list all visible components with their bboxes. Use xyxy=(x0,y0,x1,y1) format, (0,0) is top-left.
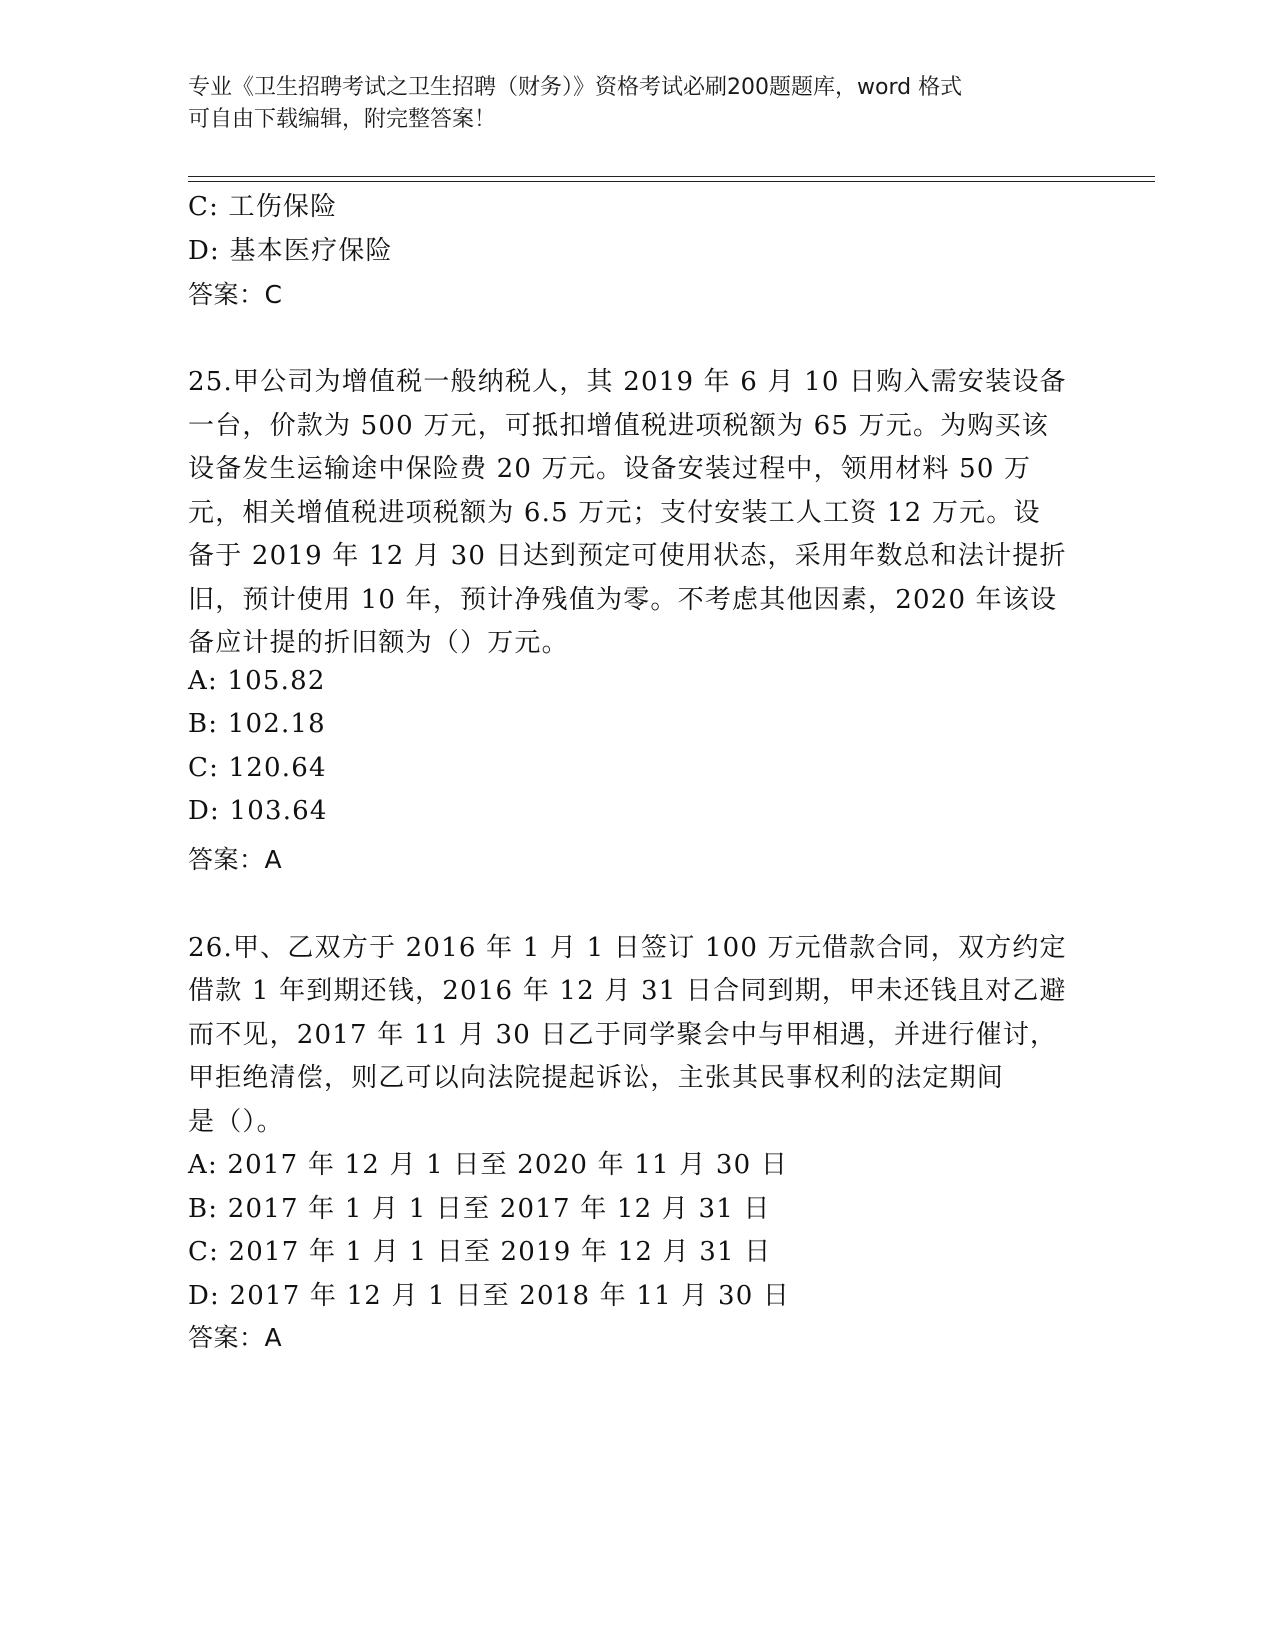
answer-line: 答案：C xyxy=(188,280,283,309)
option-c: C: 工伤保险 xyxy=(188,192,338,222)
question-25-option-b: B: 102.18 xyxy=(188,709,326,739)
question-26-option-c: C: 2017 年 1 月 1 日至 2019 年 12 月 31 日 xyxy=(188,1237,772,1267)
header-line-1: 专业《卫生招聘考试之卫生招聘（财务）》资格考试必刷200题题库，word 格式 xyxy=(188,75,963,100)
header-line-2: 可自由下载编辑，附完整答案！ xyxy=(188,107,497,132)
header-divider-top xyxy=(188,176,1155,177)
question-26-answer: 答案：A xyxy=(188,1323,283,1352)
question-26-option-a: A: 2017 年 12 月 1 日至 2020 年 11 月 30 日 xyxy=(188,1150,789,1180)
question-26-option-b: B: 2017 年 1 月 1 日至 2017 年 12 月 31 日 xyxy=(188,1194,771,1224)
question-26-option-d: D: 2017 年 12 月 1 日至 2018 年 11 月 30 日 xyxy=(188,1281,791,1311)
question-25-stem-line: 备于 2019 年 12 月 30 日达到预定可使用状态，采用年数总和法计提折 xyxy=(188,541,1067,571)
question-25-stem-line: 元，相关增值税进项税额为 6.5 万元；支付安装工人工资 12 万元。设 xyxy=(188,498,1041,528)
question-25-stem-line: 设备发生运输途中保险费 20 万元。设备安装过程中，领用材料 50 万 xyxy=(188,454,1032,484)
option-d: D: 基本医疗保险 xyxy=(188,236,393,266)
question-26-stem-line: 26.甲、乙双方于 2016 年 1 月 1 日签订 100 万元借款合同，双方约定 xyxy=(188,933,1067,963)
question-25-stem-line: 25.甲公司为增值税一般纳税人，其 2019 年 6 月 10 日购入需安装设备 xyxy=(188,367,1067,397)
question-26-stem-line: 是（）。 xyxy=(188,1107,284,1137)
question-25-option-d: D: 103.64 xyxy=(188,796,328,826)
question-25-answer: 答案：A xyxy=(188,845,283,874)
document-header xyxy=(188,72,1088,136)
question-25-stem-line: 备应计提的折旧额为（）万元。 xyxy=(188,628,569,658)
question-26-stem-line: 而不见，2017 年 11 月 30 日乙于同学聚会中与甲相遇，并进行催讨， xyxy=(188,1020,1058,1050)
question-25-option-c: C: 120.64 xyxy=(188,753,327,783)
header-divider-bottom xyxy=(188,181,1155,182)
question-25-stem-line: 旧，预计使用 10 年，预计净残值为零。不考虑其他因素，2020 年该设 xyxy=(188,585,1058,615)
question-26-stem-line: 借款 1 年到期还钱，2016 年 12 月 31 日合同到期，甲未还钱且对乙避 xyxy=(188,976,1067,1006)
question-25-option-a: A: 105.82 xyxy=(188,666,326,696)
question-26-stem-line: 甲拒绝清偿，则乙可以向法院提起诉讼，主张其民事权利的法定期间 xyxy=(188,1063,1005,1093)
question-25-stem-line: 一台，价款为 500 万元，可抵扣增值税进项税额为 65 万元。为购买该 xyxy=(188,411,1049,441)
